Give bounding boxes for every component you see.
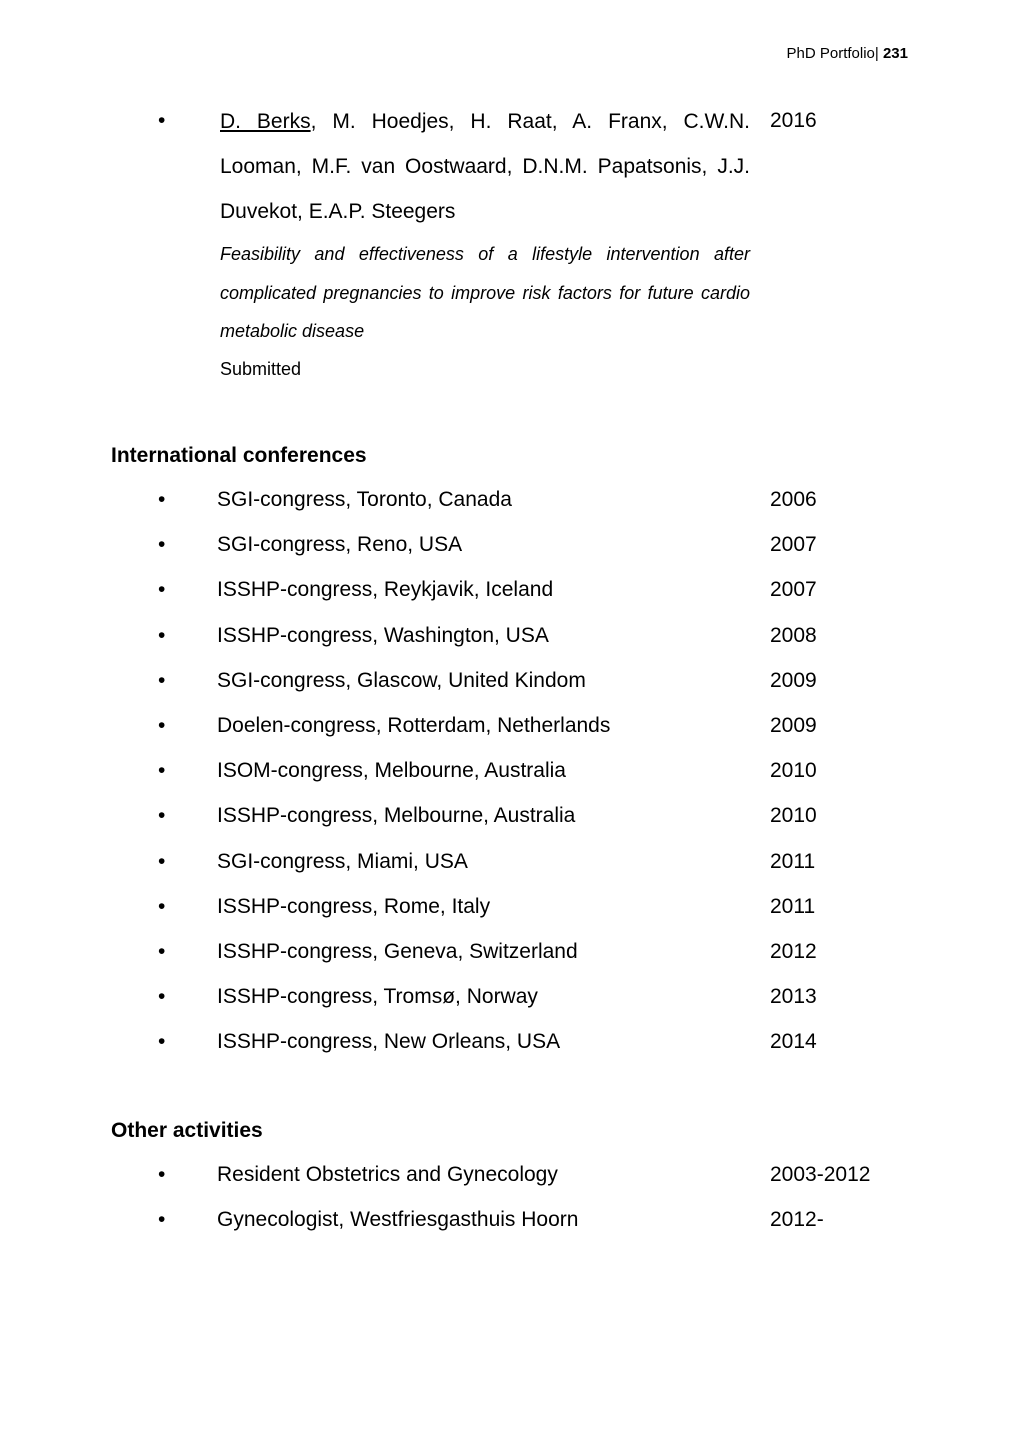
list-item [0,666,1020,711]
list-item [0,937,1020,982]
bullet: • [158,668,166,692]
item-year: 2010 [770,804,817,828]
item-label: ISSHP-congress, New Orleans, USA [217,1030,561,1054]
item-label: ISSHP-congress, Rome, Italy [217,894,491,918]
item-label: ISSHP-congress, Melbourne, Australia [217,804,576,828]
item-label: ISSHP-congress, Geneva, Switzerland [217,939,578,963]
page-header [787,44,908,64]
publication-authors [220,99,750,234]
item-label: Doelen-congress, Rotterdam, Netherlands [217,713,611,737]
bullet: • [158,488,166,511]
section-title-conferences: International conferences [111,444,367,467]
bullet: • [158,578,166,602]
section-title-other-activities: Other activities [111,1119,263,1142]
item-label: ISSHP-congress, Washington, USA [217,623,549,647]
co-authors: , M. Hoedjes, H. Raat, A. Franx, C.W.N. Looman, M.F. van Oostwaard, D.N.M. Papatsonis, J.J. Duvekot, E.A.P. Steegers [220,110,750,223]
list-item [0,1160,1020,1205]
list-item [0,621,1020,666]
bullet: • [158,1208,166,1232]
list-item [0,756,1020,801]
item-year: 2006 [770,488,817,511]
item-label: ISOM-congress, Melbourne, Australia [217,759,566,783]
item-year: 2007 [770,578,817,602]
item-label: SGI-congress, Glascow, United Kindom [217,668,586,692]
bullet: • [158,109,166,132]
bullet: • [158,939,166,963]
running-title: PhD Portfolio| [786,45,879,62]
item-year: 2007 [770,533,817,557]
bullet: • [158,1163,166,1186]
list-item [0,1027,1020,1072]
item-label: SGI-congress, Miami, USA [217,849,468,873]
item-label: SGI-congress, Toronto, Canada [217,488,512,511]
page-number: 231 [882,45,908,62]
bullet: • [158,759,166,783]
list-item [0,982,1020,1027]
bullet: • [158,623,166,647]
item-year: 2009 [770,713,817,737]
item-year: 2011 [770,894,816,918]
item-year: 2003-2012 [770,1163,871,1186]
item-year: 2010 [770,759,817,783]
publication-status: Submitted [220,359,302,379]
item-label: ISSHP-congress, Reykjavik, Iceland [217,578,554,602]
bullet: • [158,849,166,873]
bullet: • [158,713,166,737]
bullet: • [158,533,166,557]
publication-year: 2016 [770,109,817,132]
other-activities-list [0,1160,1020,1250]
item-label: Gynecologist, Westfriesgasthuis Hoorn [217,1208,579,1232]
bullet: • [158,804,166,828]
item-year: 2012 [770,939,817,963]
first-author: D. Berks [220,110,311,133]
list-item [0,485,1020,530]
item-year: 2014 [770,1030,817,1054]
list-item [0,1205,1020,1250]
item-label: ISSHP-congress, Tromsø, Norway [217,985,538,1009]
publication-title: Feasibility and effectiveness of a lifestyle intervention after complicated pregnancies to improve risk factors for future cardio metabolic disease [220,244,750,341]
item-label: Resident Obstetrics and Gynecology [217,1163,558,1186]
item-year: 2008 [770,623,817,647]
item-label: SGI-congress, Reno, USA [217,533,463,557]
item-year: 2011 [770,849,816,873]
list-item [0,847,1020,892]
conference-list [0,485,1020,1072]
list-item [0,530,1020,575]
item-year: 2012- [770,1208,824,1232]
list-item [0,575,1020,620]
item-year: 2013 [770,985,817,1009]
bullet: • [158,985,166,1009]
bullet: • [158,894,166,918]
list-item [0,892,1020,937]
list-item [0,801,1020,846]
item-year: 2009 [770,668,817,692]
list-item [0,711,1020,756]
bullet: • [158,1030,166,1054]
